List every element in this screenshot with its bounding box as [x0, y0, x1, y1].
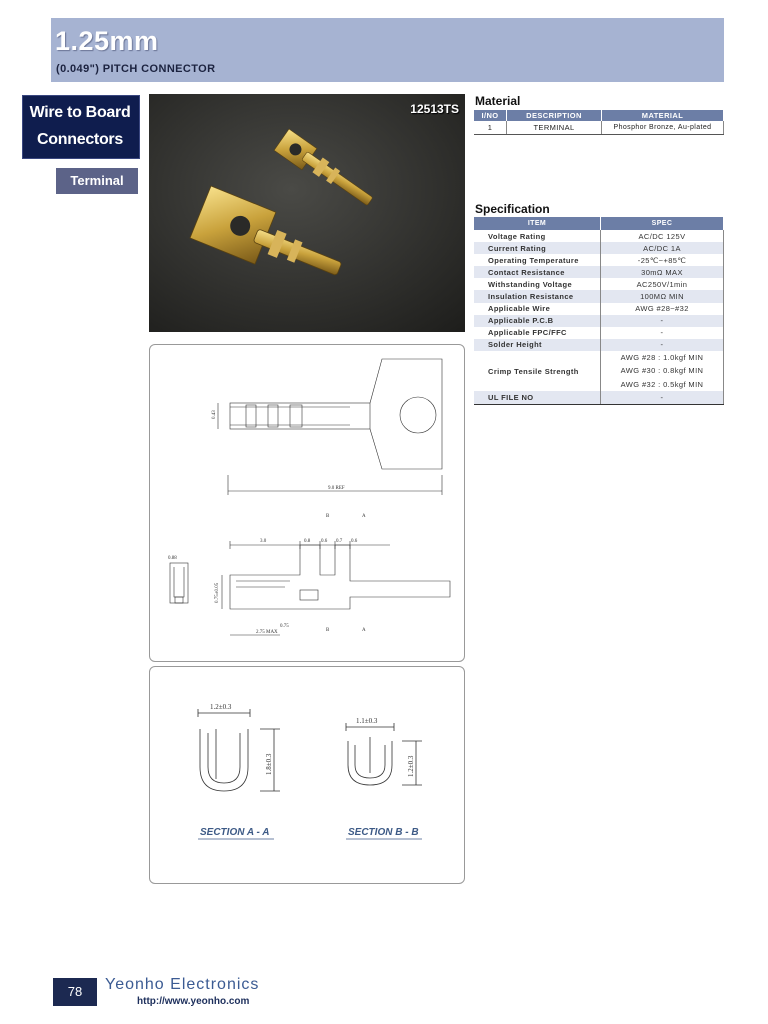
table-row	[474, 315, 724, 327]
spec-value: -	[601, 327, 724, 339]
spec-value: AC/DC 125V	[601, 230, 724, 242]
dim-label: 1.8±0.3	[265, 753, 273, 775]
specification-table	[474, 217, 724, 405]
column-header: ITEM	[474, 217, 601, 230]
crimp-value: AWG #28 : 1.0kgf MIN	[620, 352, 704, 362]
spec-value: -25℃~+85℃	[601, 254, 724, 266]
spec-value: 100MΩ MIN	[601, 290, 724, 302]
dim-label: 3.0	[260, 539, 267, 544]
spec-item: Contact Resistance	[474, 266, 601, 278]
column-header: MATERIAL	[602, 110, 724, 121]
table-cell: Phosphor Bronze, Au-plated	[602, 121, 724, 135]
dim-label: 1.1±0.3	[356, 717, 378, 725]
terminal-photo-illustration	[149, 94, 465, 332]
spec-item: Solder Height	[474, 339, 601, 351]
crimp-value: AWG #32 : 0.5kgf MIN	[620, 379, 704, 389]
specification-heading: Specification	[475, 202, 550, 216]
table-row	[474, 327, 724, 339]
spec-item: UL FILE NO	[474, 391, 601, 404]
dim-label: 0.6	[321, 539, 328, 544]
page-number: 78	[53, 978, 97, 1006]
column-header: SPEC	[601, 217, 724, 230]
dim-label: 0.75	[280, 624, 289, 629]
table-row	[474, 242, 724, 254]
dim-label: 2.75 MAX	[256, 630, 278, 635]
spec-item: Applicable P.C.B	[474, 315, 601, 327]
table-row	[474, 121, 724, 135]
dim-label: 0.7	[336, 539, 343, 544]
table-row	[474, 278, 724, 290]
column-header: DESCRIPTION	[507, 110, 602, 121]
category-label-line1: Wire to Board	[29, 104, 131, 121]
dim-label: 9.0 REF	[328, 486, 345, 491]
part-code-label: 12513TS	[410, 102, 459, 116]
spec-item: Crimp Tensile Strength	[474, 351, 601, 392]
terminal-dimension-drawing	[150, 345, 464, 661]
dim-label: 1.2±0.3	[407, 755, 415, 777]
page-subtitle: (0.049") PITCH CONNECTOR	[56, 63, 216, 75]
spec-value: -	[601, 315, 724, 327]
section-marker: B	[326, 628, 330, 633]
spec-value: AC250V/1min	[601, 278, 724, 290]
spec-value: -	[601, 391, 724, 404]
section-a-label: SECTION A - A	[200, 827, 270, 838]
spec-item: Voltage Rating	[474, 230, 601, 242]
dim-label: 0.88	[168, 556, 177, 561]
page-title: 1.25mm	[55, 26, 159, 56]
table-cell: TERMINAL	[507, 121, 602, 135]
dim-label: 1.2±0.3	[210, 703, 232, 711]
section-drawing-panel	[149, 666, 465, 884]
category-label-line2: Connectors	[37, 131, 123, 148]
spec-item: Withstanding Voltage	[474, 278, 601, 290]
spec-value: 30mΩ MAX	[601, 266, 724, 278]
table-row	[474, 230, 724, 242]
section-marker: A	[362, 628, 366, 633]
spec-item: Operating Temperature	[474, 254, 601, 266]
table-row	[474, 391, 724, 404]
dim-label: 0.43	[212, 410, 217, 419]
subcategory-tag: Terminal	[56, 168, 138, 194]
cross-section-drawing	[150, 667, 464, 883]
spec-value: AC/DC 1A	[601, 242, 724, 254]
dim-label: 0.6	[351, 539, 358, 544]
table-row	[474, 303, 724, 315]
dimension-drawing-panel	[149, 344, 465, 662]
dim-label: 0.75±0.05	[215, 582, 220, 603]
spec-item: Current Rating	[474, 242, 601, 254]
spec-item: Applicable Wire	[474, 303, 601, 315]
table-cell: 1	[474, 121, 507, 135]
crimp-value: AWG #30 : 0.8kgf MIN	[620, 366, 704, 376]
spec-value	[601, 351, 724, 392]
section-b-label: SECTION B - B	[348, 827, 419, 838]
material-heading: Material	[475, 94, 521, 108]
website-link[interactable]: http://www.yeonho.com	[137, 996, 250, 1007]
spec-item: Insulation Resistance	[474, 290, 601, 302]
section-marker: B	[326, 514, 330, 519]
dim-label: 0.8	[304, 539, 311, 544]
section-marker: A	[362, 514, 366, 519]
spec-value: -	[601, 339, 724, 351]
table-row	[474, 351, 724, 392]
table-row	[474, 254, 724, 266]
spec-value: AWG #28~#32	[601, 303, 724, 315]
table-row	[474, 290, 724, 302]
column-header: I/NO	[474, 110, 507, 121]
material-table	[474, 110, 724, 135]
table-row	[474, 266, 724, 278]
table-row	[474, 339, 724, 351]
product-photo	[149, 94, 465, 332]
spec-item: Applicable FPC/FFC	[474, 327, 601, 339]
company-name: Yeonho Electronics	[105, 976, 260, 993]
